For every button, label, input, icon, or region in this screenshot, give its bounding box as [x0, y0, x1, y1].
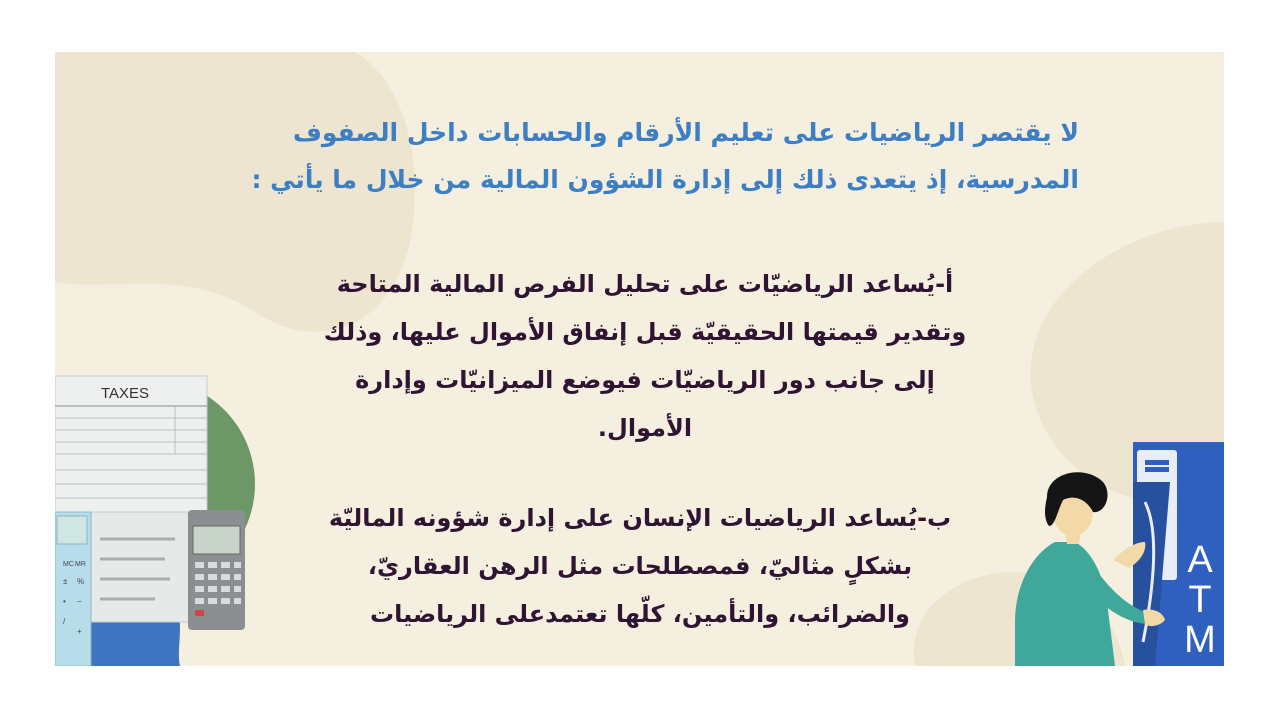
- calc-key-percent: %: [77, 577, 85, 586]
- point-a-line-3: إلى جانب دور الرياضيّات فيوضع الميزانيّات وإدارة: [355, 366, 935, 394]
- point-a: [255, 260, 1035, 452]
- atm-person-illustration: [995, 442, 1224, 666]
- calculator-right-screen: [193, 526, 240, 554]
- calc-key-dot: •: [63, 597, 66, 606]
- atm-letter-t: T: [1188, 579, 1212, 621]
- point-b-line-2: بشكلٍ مثاليّ، فمصطلحات مثل الرهن العقاريّ،: [367, 552, 913, 580]
- heading-line-2: المدرسية، إذ يتعدى ذلك إلى إدارة الشؤون المالية من خلال ما يأتي :: [251, 165, 1079, 194]
- point-b-line-1: ب-يُساعد الرياضيات الإنسان على إدارة شؤونه الماليّة: [328, 504, 952, 532]
- calc-key-mr: MR: [75, 561, 86, 568]
- heading-line-1: لا يقتصر الرياضيات على تعليم الأرقام والحسابات داخل الصفوف: [292, 118, 1079, 147]
- point-b-line-3: والضرائب، والتأمين، كلّها تعتمدعلى الرياضيات: [370, 600, 910, 628]
- atm-letter-m: M: [1184, 619, 1216, 661]
- calc-key-plusminus: ±: [63, 577, 68, 586]
- person-body: [1015, 542, 1115, 666]
- point-a-line-1: أ-يُساعد الرياضيّات على تحليل الفرص المالية المتاحة: [336, 270, 954, 298]
- second-form-sheet: [87, 512, 192, 622]
- point-b: [245, 494, 1035, 638]
- point-a-line-2: وتقدير قيمتها الحقيقيّة قبل إنفاق الأموال عليها، وذلك: [323, 318, 967, 346]
- slide: [55, 52, 1224, 666]
- atm-letter-a: A: [1187, 539, 1213, 581]
- taxes-form-title: TAXES: [100, 385, 150, 402]
- calculator-left-screen: [57, 516, 87, 544]
- calc-key-divide: /: [63, 617, 66, 626]
- taxes-calculator-illustration: [55, 334, 255, 666]
- point-a-line-4: الأموال.: [597, 414, 693, 442]
- calculator-red-key: [195, 610, 204, 616]
- calc-key-mc: MC: [63, 561, 74, 568]
- calc-key-plus: +: [77, 627, 82, 636]
- calc-key-minus: −: [77, 597, 82, 606]
